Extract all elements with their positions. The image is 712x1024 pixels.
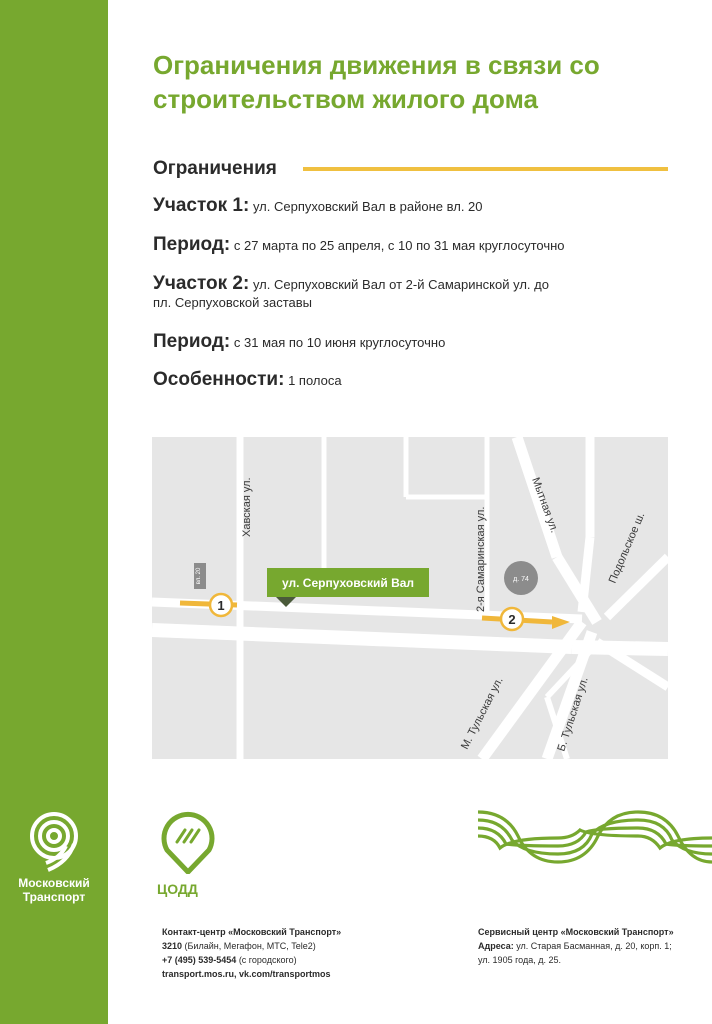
service-address-line2: ул. 1905 года, д. 25. (478, 955, 561, 965)
building-74-label: д. 74 (513, 576, 529, 583)
section1-label: Участок 1: (153, 195, 250, 216)
street-callout-label: ул. Серпуховский Вал (281, 576, 415, 590)
period2-line (153, 333, 673, 352)
restriction-map (152, 437, 668, 759)
section2-value-line2: пл. Серпуховской заставы (153, 295, 312, 310)
codd-logo-text: ЦОДД (157, 881, 198, 897)
contact-phone2-number: +7 (495) 539-5454 (162, 955, 237, 965)
restrictions-heading (153, 158, 668, 182)
street-label-m-tulskaya: М. Тульская ул. (458, 675, 506, 752)
period2-label: Период: (153, 331, 231, 352)
contact-center-title: Контакт-центр «Московский Транспорт» (162, 927, 342, 937)
contact-phone1-note: (Билайн, Мегафон, МТС, Tele2) (182, 941, 316, 951)
codd-emblem-icon (157, 808, 219, 874)
service-center-title: Сервисный центр «Московский Транспорт» (478, 927, 674, 937)
moscow-transport-logo (14, 810, 94, 904)
period1-line (153, 236, 673, 255)
building-20-label: вл. 20 (196, 567, 202, 585)
period2-value: с 31 мая по 10 июня круглосуточно (233, 335, 446, 350)
section1-value: ул. Серпуховский Вал в районе вл. 20 (252, 199, 483, 214)
brand-sidebar (0, 0, 108, 1024)
street-label-mytnaya: Мытная ул. (529, 475, 561, 535)
period1-value: с 27 марта по 25 апреля, с 10 по 31 мая круглосуточно (233, 238, 565, 253)
heading-rule (303, 167, 668, 171)
marker-1 (210, 594, 232, 616)
service-address-label: Адреса: (478, 941, 514, 951)
marker-2 (501, 608, 523, 630)
page-title: Ограничения движения в связи со строительством жилого дома (153, 50, 600, 114)
street-label-khavskaya: Хавская ул. (241, 477, 253, 537)
mt-logo-line2: Транспорт (22, 890, 86, 904)
marker-1-label: 1 (217, 598, 225, 613)
moscow-transport-emblem-icon (24, 810, 84, 872)
features-label: Особенности: (153, 369, 285, 390)
service-center-info (478, 925, 674, 967)
mt-logo-line1: Московский (18, 876, 90, 890)
contact-center-info (162, 925, 341, 981)
marker-2-label: 2 (508, 612, 516, 627)
decorative-waves (478, 806, 712, 868)
street-label-samarinskaya: 2-я Самаринская ул. (475, 506, 487, 612)
service-address-line1: ул. Старая Басманная, д. 20, корп. 1; (513, 941, 672, 951)
section1-line (153, 197, 673, 216)
features-value: 1 полоса (288, 373, 342, 388)
contact-web: transport.mos.ru, vk.com/transportmos (162, 969, 331, 979)
section2-label: Участок 2: (153, 273, 250, 294)
building-74-marker (504, 561, 538, 595)
contact-phone1-number: 3210 (162, 941, 183, 951)
street-label-podolskoe: Подольское ш. (606, 510, 648, 586)
street-label-b-tulskaya: Б. Тульская ул. (555, 675, 591, 753)
section2-value-line1: ул. Серпуховский Вал от 2-й Самаринской ул. до (252, 277, 549, 292)
features-line (153, 371, 673, 390)
restrictions-heading-label: Ограничения (153, 158, 277, 179)
contact-phone2-note: (с городского) (236, 955, 297, 965)
building-20-marker (194, 563, 206, 589)
section2-line (153, 275, 673, 312)
period1-label: Период: (153, 234, 231, 255)
codd-logo (157, 808, 227, 897)
